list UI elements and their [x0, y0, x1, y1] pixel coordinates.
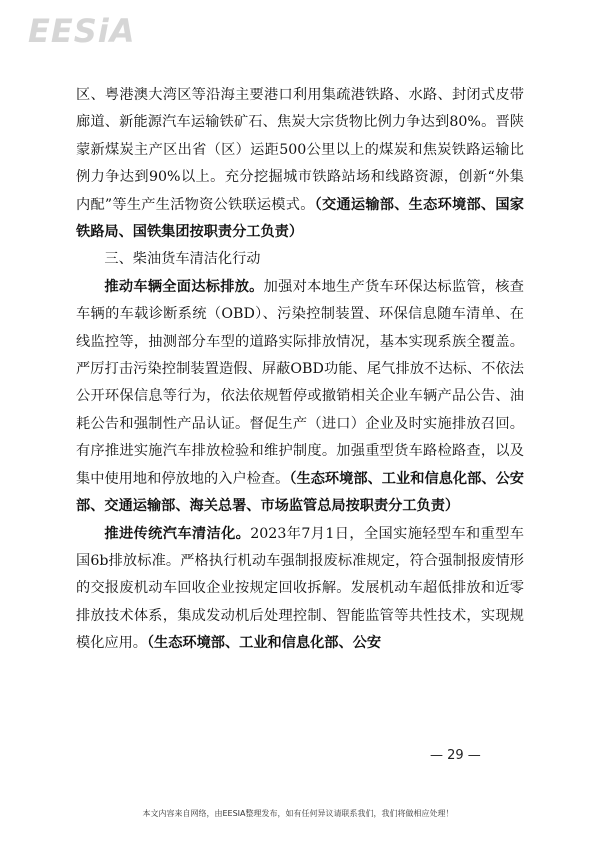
- footer-disclaimer: 本文内容来自网络，由EESIA整理发布，如有任何异议请联系我们，我们将做相应处理！: [142, 809, 454, 818]
- paragraph-emission-standards: [76, 274, 524, 521]
- paragraph-text: 2023年7月1日，全国实施轻型车和重型车国6b排放标准。严格执行机动车强制报废标准规定，符合强制报废情形的交报废机动车回收企业按规定回收拆解。发展机动车超低排放和近零排放技术体系，集成发动机后处理控制、智能监管等共性技术，实现规模化应用。: [76, 525, 524, 652]
- paragraph-text: 区、粤港澳大湾区等沿海主要港口利用集疏港铁路、水路、封闭式皮带廊道、新能源汽车运输铁矿石、焦炭大宗货物比例力争达到80%。晋陕蒙新煤炭主产区出省（区）运距500公里以上的煤炭和焦炭铁路运输比例力争达到90%以上。充分挖掘城市铁路站场和线路资源，创新“外集内配”等生产生活物资公铁联运模式。: [76, 87, 524, 213]
- paragraph-transport: [76, 82, 524, 246]
- responsibility-note: （交通运输部、生态环境部、国家铁路局、国铁集团按职责分工负责）: [76, 196, 524, 241]
- page-number: — 29 —: [430, 748, 481, 763]
- responsibility-note: （生态环境部、工业和信息化部、公安: [146, 635, 382, 652]
- paragraph-text: 加强对本地生产货车环保达标监管，核查车辆的车载诊断系统（OBD）、污染控制装置、环保信息随车清单、在线监控等，抽测部分车型的道路实际排放情况，基本实现系族全覆盖。严厉打击污染控制装置造假、屏蔽OBD功能、尾气排放不达标、不依法公开环保信息等行为，依法依规暂停或撤销相关企业车辆产品公告、油耗公告和强制性产品认证。督促生产（进口）企业及时实施排放召回。有序推进实施汽车排放检验和维护制度。加强重型货车路检路查，以及集中使用地和停放地的入户检查。: [76, 278, 524, 487]
- responsibility-note: （生态环境部、工业和信息化部、公安部、交通运输部、海关总署、市场监管总局按职责分工负责）: [76, 470, 524, 515]
- document-body: [76, 82, 524, 658]
- eesia-logo: EESiA: [28, 12, 136, 50]
- paragraph-vehicle-cleaning: [76, 521, 524, 658]
- section-heading: 三、柴油货车清洁化行动: [104, 251, 261, 268]
- paragraph-lead: 推进传统汽车清洁化。: [104, 525, 251, 542]
- paragraph-lead: 推动车辆全面达标排放。: [104, 278, 264, 295]
